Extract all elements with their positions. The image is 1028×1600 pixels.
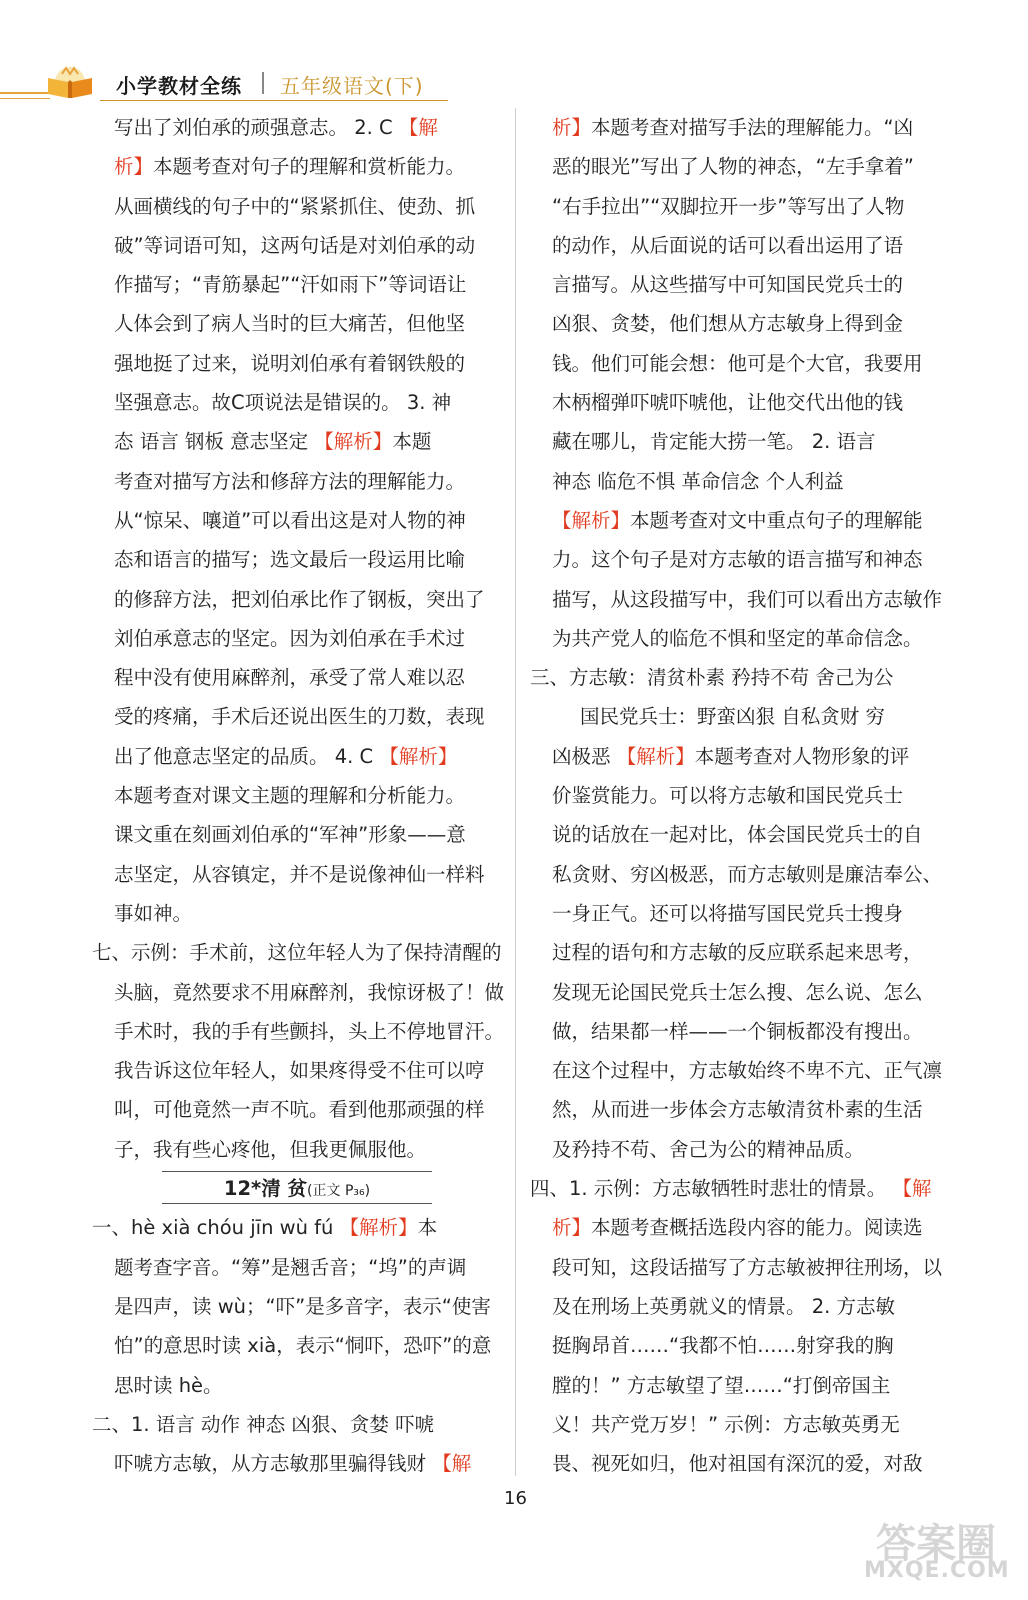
line-text: 人体会到了病人当时的巨大痛苦，但他坚 xyxy=(114,312,466,336)
header-separator xyxy=(262,72,264,94)
line-text: 态 语言 钢板 意志坚定 xyxy=(114,430,315,454)
line-text: 及在刑场上英勇就义的情景。 2. 方志敏 xyxy=(552,1294,896,1318)
analysis-tag: 析】 xyxy=(552,1216,592,1240)
answer-line xyxy=(92,619,502,658)
line-text: 藏在哪儿，肯定能大捞一笔。 2. 语言 xyxy=(552,430,876,454)
line-text: 过程的语句和方志敏的反应联系起来思考， xyxy=(552,941,923,965)
line-text: 本题考查对人物形象的评 xyxy=(694,744,910,768)
watermark-url: MXQE.COM xyxy=(864,1558,1010,1583)
answer-line xyxy=(530,580,943,619)
answer-line xyxy=(92,1012,505,1051)
line-text: 说的话放在一起对比，体会国民党兵士的自 xyxy=(552,823,923,847)
analysis-tag: 【解析】 xyxy=(339,1216,418,1240)
answer-line xyxy=(530,383,940,422)
line-text: 坚强意志。故C项说法是错误的。 3. 神 xyxy=(114,391,452,415)
answer-line xyxy=(530,815,940,854)
column-divider xyxy=(515,108,516,1476)
analysis-tag: 【解 xyxy=(892,1177,932,1201)
answer-line xyxy=(92,1444,502,1483)
answer-line xyxy=(530,540,940,579)
answer-line xyxy=(530,226,940,265)
answer-line xyxy=(530,855,943,894)
line-text: 子，我有些心疼他，但我更佩服他。 xyxy=(114,1137,427,1161)
right-column xyxy=(530,108,943,1483)
line-text: 畏、视死如归，他对祖国有深沉的爱，对敌 xyxy=(552,1452,923,1476)
open-book-icon xyxy=(44,66,96,100)
answer-line xyxy=(92,933,502,972)
lesson-page-ref: (正文 P₃₆) xyxy=(307,1183,371,1200)
line-text: 受的疼痛，手术后还说出医生的刀数，表现 xyxy=(114,705,485,729)
line-text: 本题考查对句子的理解和赏析能力。 xyxy=(153,155,466,179)
line-text: 考查对描写方法和修辞方法的理解能力。 xyxy=(114,469,466,493)
answer-line xyxy=(92,540,502,579)
answer-line xyxy=(530,973,940,1012)
answer-line xyxy=(530,1248,943,1287)
answer-line xyxy=(92,1405,502,1444)
line-text: 膛的！” 方志敏望了望……“打倒帝国主 xyxy=(552,1373,891,1397)
answer-line xyxy=(92,973,505,1012)
answer-line xyxy=(530,619,940,658)
line-text: 一身正气。还可以将描写国民党兵士搜身 xyxy=(552,901,904,925)
line-text: 在这个过程中，方志敏始终不卑不亢、正气凛 xyxy=(552,1059,943,1083)
answer-line xyxy=(530,933,940,972)
answer-line xyxy=(530,1090,940,1129)
line-text: 国民党兵士：野蛮凶狠 自私贪财 穷 xyxy=(580,705,885,729)
page-header xyxy=(0,62,470,104)
line-text: “右手拉出”“双脚拉开一步”等写出了人物 xyxy=(552,194,905,218)
answer-line xyxy=(530,304,940,343)
line-text: 破”等词语可知，这两句话是对刘伯承的动 xyxy=(114,233,476,257)
line-text: 头脑，竟然要求不用麻醉剂，我惊讶极了！做 xyxy=(114,980,505,1004)
line-text: 叫，可他竟然一声不吭。看到他那顽强的样 xyxy=(114,1098,485,1122)
line-text: 刘伯承意志的坚定。因为刘伯承在手术过 xyxy=(114,626,466,650)
answer-line xyxy=(530,108,940,147)
answer-line xyxy=(530,1012,940,1051)
answer-line xyxy=(530,894,940,933)
line-text: 手术时，我的手有些颤抖，头上不停地冒汗。 xyxy=(114,1019,505,1043)
analysis-tag: 析】 xyxy=(114,155,154,179)
answer-line xyxy=(92,894,502,933)
answer-line xyxy=(92,1366,502,1405)
line-text: 本题考查概括选段内容的能力。阅读选 xyxy=(591,1216,923,1240)
answer-line xyxy=(92,737,502,776)
line-text: 本题 xyxy=(392,430,432,454)
answer-line xyxy=(530,1326,940,1365)
line-text: 言描写。从这些描写中可知国民党兵士的 xyxy=(552,273,904,297)
line-text: 一、hè xià chóu jīn wù fú xyxy=(92,1216,340,1240)
answer-line xyxy=(530,265,940,304)
line-text: 做，结果都一样——一个铜板都没有搜出。 xyxy=(552,1019,923,1043)
line-text: 恶的眼光”写出了人物的神态，“左手拿着” xyxy=(552,155,914,179)
analysis-tag: 【解析】 xyxy=(552,508,631,532)
lesson-title: 清 贫 xyxy=(261,1177,308,1201)
answer-line xyxy=(92,776,502,815)
answer-line xyxy=(92,815,502,854)
line-text: 的动作，从后面说的话可以看出运用了语 xyxy=(552,233,904,257)
left-column xyxy=(92,108,505,1483)
answer-line xyxy=(92,855,502,894)
line-text: 七、示例：手术前，这位年轻人为了保持清醒的 xyxy=(92,941,502,965)
line-text: 题考查字音。“筹”是翘舌音；“坞”的声调 xyxy=(114,1255,467,1279)
answer-line xyxy=(92,1051,502,1090)
answer-line xyxy=(530,1051,943,1090)
answer-line xyxy=(92,697,502,736)
line-text: 思时读 hè。 xyxy=(114,1373,223,1397)
line-text: 强地挺了过来，说明刘伯承有着钢铁般的 xyxy=(114,351,466,375)
answer-line xyxy=(92,226,502,265)
line-text: 本题考查对文中重点句子的理解能 xyxy=(630,508,923,532)
answer-line xyxy=(92,1248,502,1287)
line-text: 木柄榴弹吓唬吓唬他，让他交代出他的钱 xyxy=(552,391,904,415)
line-text: 三、方志敏：清贫朴素 矜持不苟 舍己为公 xyxy=(530,666,894,690)
line-text: 二、1. 语言 动作 神态 凶狠、贪婪 吓唬 xyxy=(92,1412,435,1436)
answer-line xyxy=(530,1169,940,1208)
line-text: 态和语言的描写；选文最后一段运用比喻 xyxy=(114,548,466,572)
line-text: 四、1. 示例：方志敏牺牲时悲壮的情景。 xyxy=(530,1177,893,1201)
answer-line xyxy=(530,1444,940,1483)
header-underline xyxy=(100,100,448,101)
line-text: 价鉴赏能力。可以将方志敏和国民党兵士 xyxy=(552,784,904,808)
line-text: 本 xyxy=(417,1216,438,1240)
line-text: 程中没有使用麻醉剂，承受了常人难以忍 xyxy=(114,666,466,690)
answer-line xyxy=(530,462,940,501)
answer-line xyxy=(92,658,502,697)
section-heading xyxy=(92,1169,502,1208)
line-text: 私贪财、穷凶极恶，而方志敏则是廉洁奉公、 xyxy=(552,862,943,886)
answer-line xyxy=(530,1208,940,1247)
line-text: 发现无论国民党兵士怎么搜、怎么说、怎么 xyxy=(552,980,923,1004)
line-text: 本题考查对课文主题的理解和分析能力。 xyxy=(114,784,466,808)
analysis-tag: 【解析】 xyxy=(616,744,695,768)
answer-line xyxy=(530,737,940,776)
line-text: 作描写；“青筋暴起”“汗如雨下”等词语让 xyxy=(114,273,467,297)
analysis-tag: 【解 xyxy=(398,116,438,139)
book-subtitle: 五年级语文(下) xyxy=(280,74,424,98)
line-text: 怕”的意思时读 xià，表示“恫吓，恐吓”的意 xyxy=(114,1334,492,1358)
answer-line xyxy=(92,108,502,147)
line-text: 事如神。 xyxy=(114,901,193,925)
answer-line xyxy=(92,422,502,461)
answer-line xyxy=(92,1208,502,1247)
line-text: 然，从而进一步体会方志敏清贫朴素的生活 xyxy=(552,1098,923,1122)
answer-line xyxy=(92,1130,502,1169)
line-text: 神态 临危不惧 革命信念 个人利益 xyxy=(552,469,844,493)
line-text: 是四声，读 wù；“吓”是多音字，表示“使害 xyxy=(114,1294,491,1318)
answer-line xyxy=(92,383,502,422)
answer-line xyxy=(530,501,940,540)
line-text: 从“惊呆、嚷道”可以看出这是对人物的神 xyxy=(114,508,466,532)
analysis-tag: 【解析】 xyxy=(314,430,393,454)
answer-line xyxy=(92,501,502,540)
line-text: 描写，从这段描写中，我们可以看出方志敏作 xyxy=(552,587,943,611)
answer-line xyxy=(530,1287,940,1326)
line-text: 及矜持不苟、舍己为公的精神品质。 xyxy=(552,1137,865,1161)
brand-title: 小学教材全练 xyxy=(116,74,242,98)
line-text: 钱。他们可能会想：他可是个大官，我要用 xyxy=(552,351,923,375)
watermark-logo xyxy=(856,1508,1010,1586)
line-text: 志坚定，从容镇定，并不是说像神仙一样料 xyxy=(114,862,485,886)
answer-line xyxy=(92,1287,502,1326)
answer-line xyxy=(530,1405,940,1444)
answer-line xyxy=(530,344,940,383)
analysis-tag: 【解 xyxy=(432,1452,472,1476)
answer-line xyxy=(92,265,502,304)
answer-line xyxy=(92,147,502,186)
answer-line xyxy=(530,1130,940,1169)
answer-line xyxy=(92,187,502,226)
line-text: 从画横线的句子中的“紧紧抓住、使劲、抓 xyxy=(114,194,476,218)
lesson-number: 12* xyxy=(223,1177,262,1201)
line-text: 挺胸昂首……“我都不怕……射穿我的胸 xyxy=(552,1334,894,1358)
line-text: 出了他意志坚定的品质。 4. C xyxy=(114,744,380,768)
line-text: 为共产党人的临危不惧和坚定的革命信念。 xyxy=(552,626,923,650)
answer-line xyxy=(530,658,940,697)
answer-line xyxy=(530,422,940,461)
answer-line xyxy=(530,776,940,815)
line-text: 凶狠、贪婪，他们想从方志敏身上得到金 xyxy=(552,312,904,336)
line-text: 我告诉这位年轻人，如果疼得受不住可以哼 xyxy=(114,1059,485,1083)
header-stripe xyxy=(0,98,50,99)
line-text: 段可知，这段话描写了方志敏被押往刑场，以 xyxy=(552,1255,943,1279)
page-number: 16 xyxy=(504,1488,527,1509)
answer-line xyxy=(92,1326,502,1365)
answer-line xyxy=(530,697,940,736)
line-text: 本题考查对描写手法的理解能力。“凶 xyxy=(591,116,914,139)
answer-line xyxy=(92,344,502,383)
analysis-tag: 析】 xyxy=(552,116,592,139)
answer-line xyxy=(530,187,940,226)
line-text: 凶极恶 xyxy=(552,744,617,768)
line-text: 义！共产党万岁！” 示例：方志敏英勇无 xyxy=(552,1412,900,1436)
answer-line xyxy=(92,1090,502,1129)
answer-line xyxy=(92,462,502,501)
line-text: 课文重在刻画刘伯承的“军神”形象——意 xyxy=(114,823,466,847)
line-text: 力。这个句子是对方志敏的语言描写和神态 xyxy=(552,548,923,572)
analysis-tag: 【解析】 xyxy=(379,744,458,768)
answer-line xyxy=(92,304,502,343)
line-text: 的修辞方法，把刘伯承比作了钢板，突出了 xyxy=(114,587,485,611)
answer-line xyxy=(92,580,502,619)
answer-line xyxy=(530,147,940,186)
line-text: 吓唬方志敏，从方志敏那里骗得钱财 xyxy=(114,1452,433,1476)
line-text: 写出了刘伯承的顽强意志。 2. C xyxy=(114,116,399,139)
watermark-text: 答案圈 xyxy=(876,1521,996,1567)
answer-line xyxy=(530,1366,940,1405)
